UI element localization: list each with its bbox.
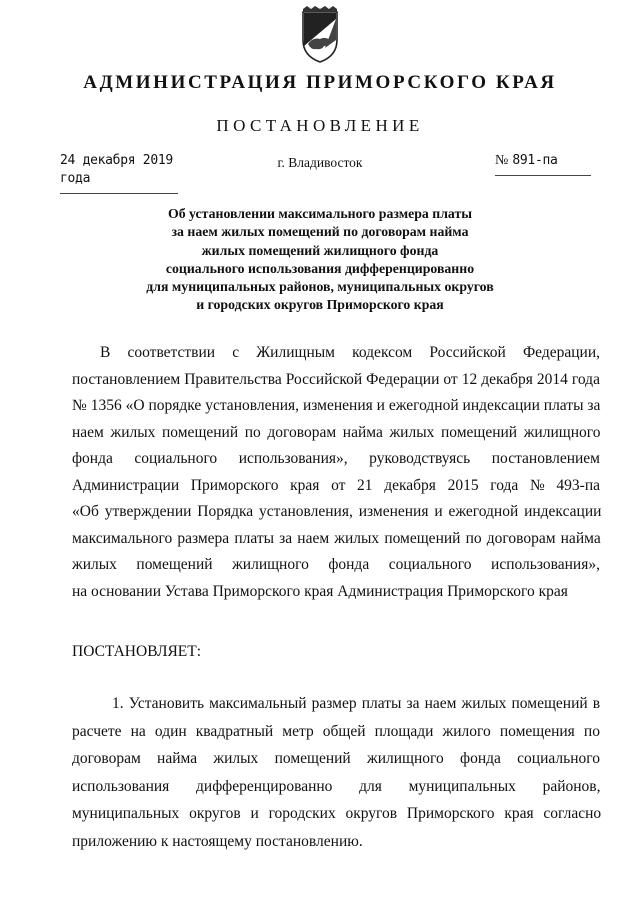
- title-line: для муниципальных районов, муниципальных округов: [146, 279, 494, 295]
- organization-name: АДМИНИСТРАЦИЯ ПРИМОРСКОГО КРАЯ: [83, 72, 557, 93]
- city: г. Владивосток: [277, 155, 363, 170]
- preamble-line: В соответствии с Жилищным кодексом Российской Федерации,: [100, 344, 601, 361]
- title-line: Об установлении максимального размера платы: [167, 206, 473, 221]
- point-1-line: договорам найма жилых помещений жилищного фонда социального: [72, 750, 600, 768]
- decree-word: ПОСТАНОВЛЯЕТ:: [72, 643, 202, 660]
- document-title: [120, 205, 520, 315]
- preamble-line: жилых помещений жилищного фонда социального использования»,: [72, 556, 600, 573]
- preamble-line: наем жилых помещений по договорам найма жилых помещений жилищного: [72, 423, 601, 441]
- preamble-line: максимального размера платы за наем жилых помещений по договорам найма: [72, 529, 601, 547]
- preamble-line: № 1356 «О порядке установления, изменения и ежегодной индексации платы за: [72, 397, 601, 414]
- document-date: 24 декабря 2019 года: [60, 153, 173, 186]
- number-sign: №: [495, 153, 509, 168]
- preamble-line: постановлением Правительства Российской Федерации от 12 декабря 2014 года: [72, 370, 600, 388]
- coat-of-arms-icon: [295, 6, 345, 66]
- document-type: ПОСТАНОВЛЕНИЕ: [216, 116, 424, 135]
- point-1-line: 1. Установить максимальный размер платы за наем жилых помещений в: [112, 695, 601, 712]
- preamble-paragraph: [72, 340, 600, 605]
- point-1-line: приложению к настоящему постановлению.: [72, 832, 363, 850]
- point-1-paragraph: [72, 690, 600, 856]
- document-number-field: [495, 151, 591, 176]
- point-1-line: использования дифференцированно для муниципальных районов,: [72, 777, 601, 795]
- document-number: 891-па: [512, 153, 558, 168]
- preamble-line: Администрации Приморского края от 21 декабря 2015 года № 493-па: [72, 476, 600, 494]
- preamble-line: на основании Устава Приморского края Администрация Приморского края: [72, 582, 568, 600]
- title-line: и городских округов Приморского края: [196, 297, 444, 313]
- preamble-line: «Об утверждении Порядка установления, изменения и ежегодной индексации: [72, 503, 602, 520]
- point-1-line: расчете на один квадратный метр общей площади жилого помещения по: [72, 722, 600, 740]
- title-line: за наем жилых помещений по договорам найма: [171, 224, 469, 240]
- title-line: социального использования дифференцированно: [165, 260, 475, 276]
- preamble-line: фонда социального использования», руководствуясь постановлением: [72, 450, 600, 467]
- title-line: жилых помещений жилищного фонда: [201, 242, 439, 258]
- point-1-line: муниципальных округов и городских округов Приморского края согласно: [72, 805, 602, 823]
